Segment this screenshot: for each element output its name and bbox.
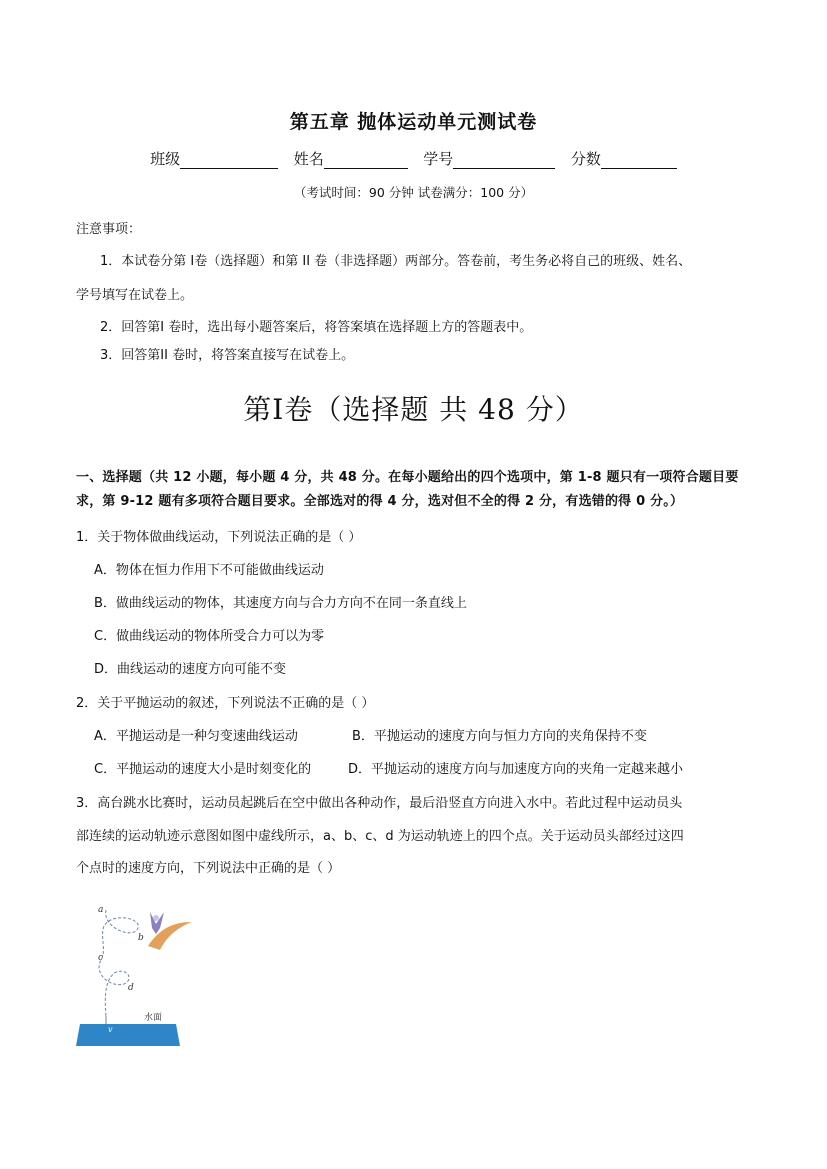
note-3: 3．回答第II 卷时，将答案直接写在试卷上。	[100, 348, 355, 363]
question-1-stem: 1．关于物体做曲线运动，下列说法正确的是（ ）	[76, 530, 362, 545]
name-label: 姓名	[293, 150, 324, 168]
section-heading: 一、选择题（共 12 小题，每小题 4 分，共 48 分。在每小题给出的四个选项中，第 1-8 题只有一项符合题目要求，第 9-12 题有多项符合题目要求。全部选对的得 4 分，选对但不全的得 2 分，有选错的得 0 分。）	[76, 470, 739, 509]
score-label: 分数	[570, 150, 601, 168]
id-blank	[453, 150, 555, 169]
question-3-line-2: 部连续的运动轨迹示意图如图中虚线所示，a、b、c、d 为运动轨迹上的四个点。关于运动员头部经过这四	[76, 829, 684, 844]
point-b-label: b	[138, 933, 144, 943]
question-1-option-d: D．曲线运动的速度方向可能不变	[94, 662, 287, 677]
score-blank	[601, 150, 677, 169]
point-c-label: c	[98, 953, 104, 963]
exam-meta: （考试时间：90 分钟 试卷满分：100 分）	[293, 185, 534, 200]
class-blank	[180, 150, 278, 169]
water-label: 水面	[144, 1013, 163, 1023]
diving-trajectory-figure	[72, 888, 202, 1053]
velocity-label: v	[108, 1025, 113, 1034]
point-a-label: a	[98, 905, 104, 915]
note-1-line-1: 1．本试卷分第 I卷（选择题）和第 II 卷（非选择题）两部分。答卷前，考生务必将自己的班级、姓名、	[100, 254, 692, 269]
question-2-option-b: B．平抛运动的速度方向与恒力方向的夹角保持不变	[352, 729, 647, 744]
class-label: 班级	[150, 150, 181, 168]
note-1-line-2: 学号填写在试卷上。	[76, 288, 194, 303]
name-blank	[324, 150, 408, 169]
trajectory-path	[99, 910, 138, 1016]
notes-heading: 注意事项：	[76, 222, 142, 237]
diver-figure	[150, 912, 164, 934]
id-label: 学号	[423, 150, 454, 168]
part-one-title: 第I卷（选择题 共 48 分）	[243, 393, 584, 426]
question-1-option-c: C．做曲线运动的物体所受合力可以为零	[94, 629, 325, 644]
page-title: 第五章 抛体运动单元测试卷	[289, 111, 538, 133]
student-info-row	[0, 148, 827, 169]
question-2-option-d: D．平抛运动的速度方向与加速度方向的夹角一定越来越小	[348, 762, 684, 777]
question-2-option-c: C．平抛运动的速度大小是时刻变化的	[94, 762, 312, 777]
point-d-label: d	[128, 983, 134, 993]
question-2-option-a: A．平抛运动是一种匀变速曲线运动	[94, 729, 298, 744]
note-2: 2．回答第I 卷时，选出每小题答案后，将答案填在选择题上方的答题表中。	[100, 320, 533, 335]
question-3-line-1: 3．高台跳水比赛时，运动员起跳后在空中做出各种动作，最后沿竖直方向进入水中。若此过程中运动员头	[76, 796, 683, 811]
question-1-option-b: B．做曲线运动的物体，其速度方向与合力方向不在同一条直线上	[94, 596, 467, 611]
question-3-line-3: 个点时的速度方向，下列说法中正确的是（ ）	[76, 861, 341, 876]
question-2-stem: 2．关于平抛运动的叙述，下列说法不正确的是（ ）	[76, 696, 375, 711]
water-surface	[76, 1024, 180, 1046]
question-1-option-a: A．物体在恒力作用下不可能做曲线运动	[94, 563, 324, 578]
